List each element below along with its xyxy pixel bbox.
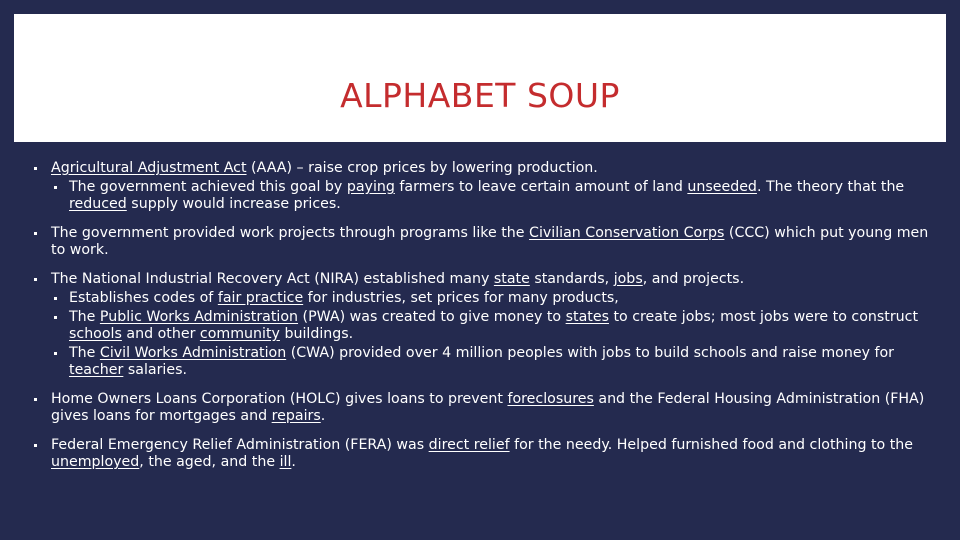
underlined-term: jobs bbox=[613, 271, 643, 287]
bullet-text: The bbox=[69, 309, 100, 325]
bullet-text: Establishes codes of bbox=[69, 290, 218, 306]
subbullet-cwa bbox=[34, 345, 934, 379]
underlined-term: community bbox=[199, 326, 280, 342]
bullet-text: , the aged, and the bbox=[139, 454, 280, 470]
underlined-term: Civil Works Administration bbox=[99, 345, 287, 361]
bullet-text: standards, bbox=[529, 271, 614, 287]
bullet-text: . bbox=[320, 408, 326, 424]
underlined-term: unseeded bbox=[687, 179, 757, 195]
underlined-term: schools bbox=[69, 326, 122, 342]
underlined-term: state bbox=[493, 271, 530, 287]
underlined-term: reduced bbox=[69, 196, 127, 212]
bullet-text: salaries. bbox=[123, 362, 187, 378]
underlined-term: fair practice bbox=[217, 290, 304, 306]
bullet-text: The bbox=[69, 345, 100, 361]
bullet-text: to create jobs; most jobs were to construct bbox=[608, 309, 919, 325]
bullet-ccc bbox=[34, 225, 934, 259]
bullet-text: and other bbox=[121, 326, 200, 342]
underlined-term: states bbox=[565, 309, 609, 325]
subbullet-pwa bbox=[34, 309, 934, 343]
bullet-text: and the Federal Housing Administration (FHA) gives loans for mortgages and bbox=[51, 391, 925, 424]
bullet-text: , and projects. bbox=[642, 271, 745, 287]
bullet-text: Home Owners Loans Corporation (HOLC) gives loans to prevent bbox=[51, 391, 508, 407]
bullet-text: The government achieved this goal by bbox=[69, 179, 347, 195]
underlined-term: foreclosures bbox=[507, 391, 594, 407]
bullet-text: . The theory that the bbox=[756, 179, 905, 195]
bullet-text: (CCC) which put young men to work. bbox=[51, 225, 929, 258]
underlined-term: Civilian Conservation Corps bbox=[529, 225, 725, 241]
underlined-term: repairs bbox=[271, 408, 321, 424]
bullet-text: for the needy. Helped furnished food and clothing to the bbox=[509, 437, 913, 453]
bullet-text: farmers to leave certain amount of land bbox=[394, 179, 688, 195]
bullet-holc bbox=[34, 391, 934, 425]
underlined-term: direct relief bbox=[428, 437, 510, 453]
underlined-term: Agricultural Adjustment Act bbox=[51, 160, 247, 176]
bullet-text: (CWA) provided over 4 million peoples with jobs to build schools and raise money for bbox=[286, 345, 894, 361]
subbullet-aaa-goal bbox=[34, 179, 934, 213]
underlined-term: teacher bbox=[69, 362, 124, 378]
bullet-text: . bbox=[291, 454, 296, 470]
bullet-aaa bbox=[34, 160, 934, 177]
bullet-text: buildings. bbox=[279, 326, 354, 342]
bullet-text: for industries, set prices for many products, bbox=[303, 290, 619, 306]
bullet-list bbox=[34, 160, 934, 471]
subbullet-nira-codes bbox=[34, 290, 934, 307]
title-panel bbox=[14, 14, 946, 142]
bullet-text: (AAA) – raise crop prices by lowering production. bbox=[246, 160, 598, 176]
underlined-term: paying bbox=[346, 179, 395, 195]
bullet-text: (PWA) was created to give money to bbox=[298, 309, 566, 325]
bullet-text: The government provided work projects through programs like the bbox=[51, 225, 530, 241]
bullet-text: The National Industrial Recovery Act (NIRA) established many bbox=[51, 271, 494, 287]
underlined-term: ill bbox=[279, 454, 292, 470]
bullet-text: Federal Emergency Relief Administration (FERA) was bbox=[51, 437, 429, 453]
bullet-fera bbox=[34, 437, 934, 471]
bullet-nira bbox=[34, 271, 934, 288]
slide-title: ALPHABET SOUP bbox=[340, 76, 620, 115]
underlined-term: Public Works Administration bbox=[99, 309, 299, 325]
underlined-term: unemployed bbox=[51, 454, 140, 470]
bullet-text: supply would increase prices. bbox=[126, 196, 341, 212]
